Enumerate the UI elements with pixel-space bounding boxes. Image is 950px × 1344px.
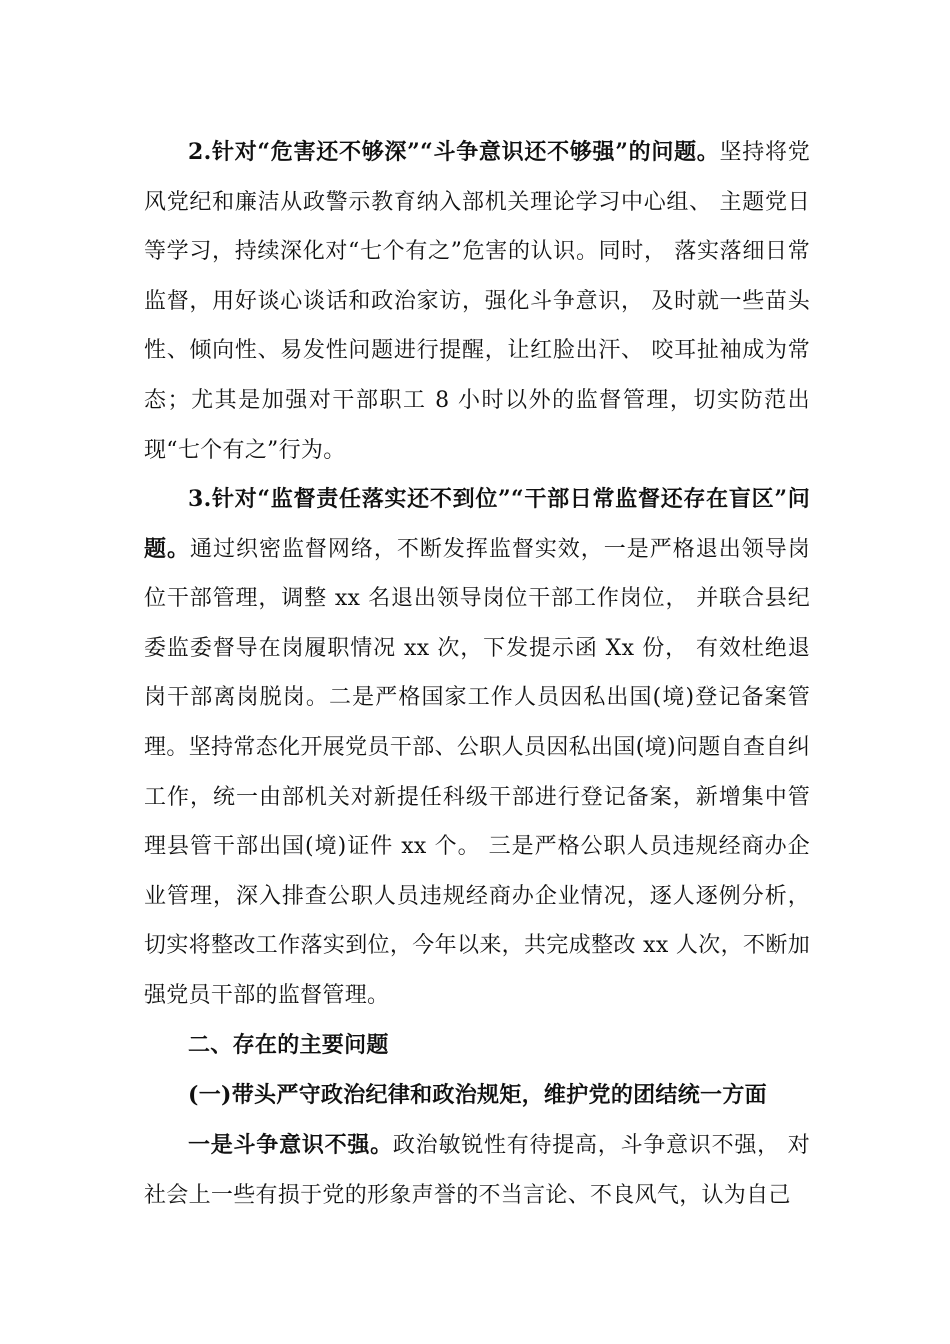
paragraph-problem-1-text: 政治敏锐性有待提高，斗争意识不强， 对社会上一些有损于党的形象声誉的不当言论、不良风气，认为自己: [144, 1133, 810, 1208]
paragraph-problem-1: [144, 1121, 810, 1220]
paragraph-3-lead: 3.针对“监督责任落实还不到位”“干部日常监督还存在盲区”问题。: [144, 486, 810, 562]
paragraph-2-text: 坚持将党风党纪和廉洁从政警示教育纳入部机关理论学习中心组、 主题党日等学习，持续深化对“七个有之”危害的认识。同时， 落实落细日常监督，用好谈心谈话和政治家访，强化斗争意识， 及时就一些苗头性、倾向性、易发性问题进行提醒，让红脸出汗、 咬耳扯袖成为常态；尤其是加强对干部职工 8 小时以外的监督管理，切实防范出现“七个有之”行为。: [144, 140, 810, 463]
paragraph-problem-1-lead: 一是斗争意识不强。: [188, 1132, 393, 1158]
section-heading: 二、存在的主要问题: [188, 1032, 389, 1058]
subsection-heading: (一)带头严守政治纪律和政治规矩，维护党的团结统一方面: [188, 1082, 767, 1108]
paragraph-3-text: 通过织密监督网络，不断发挥监督实效，一是严格退出领导岗位干部管理，调整 xx 名退出领导岗位干部工作岗位， 并联合县纪委监委督导在岗履职情况 xx 次，下发提示函 Xx 份， 有效杜绝退岗干部离岗脱岗。二是严格国家工作人员因私出国(境)登记备案管理。坚持常态化开展党员干部、公职人员因私出国(境)问题自查自纠工作，统一由部机关对新提任科级干部进行登记备案，新增集中管理县管干部出国(境)证件 xx 个。 三是严格公职人员违规经商办企业管理，深入排查公职人员违规经商办企业情况，逐人逐例分析，切实将整改工作落实到位，今年以来，共完成整改 xx 人次，不断加强党员干部的监督管理。: [144, 536, 810, 1008]
paragraph-2: [144, 128, 810, 475]
paragraph-3: [144, 475, 810, 1021]
paragraph-2-lead: 2.针对“危害还不够深”“斗争意识还不够强”的问题。: [188, 139, 720, 165]
